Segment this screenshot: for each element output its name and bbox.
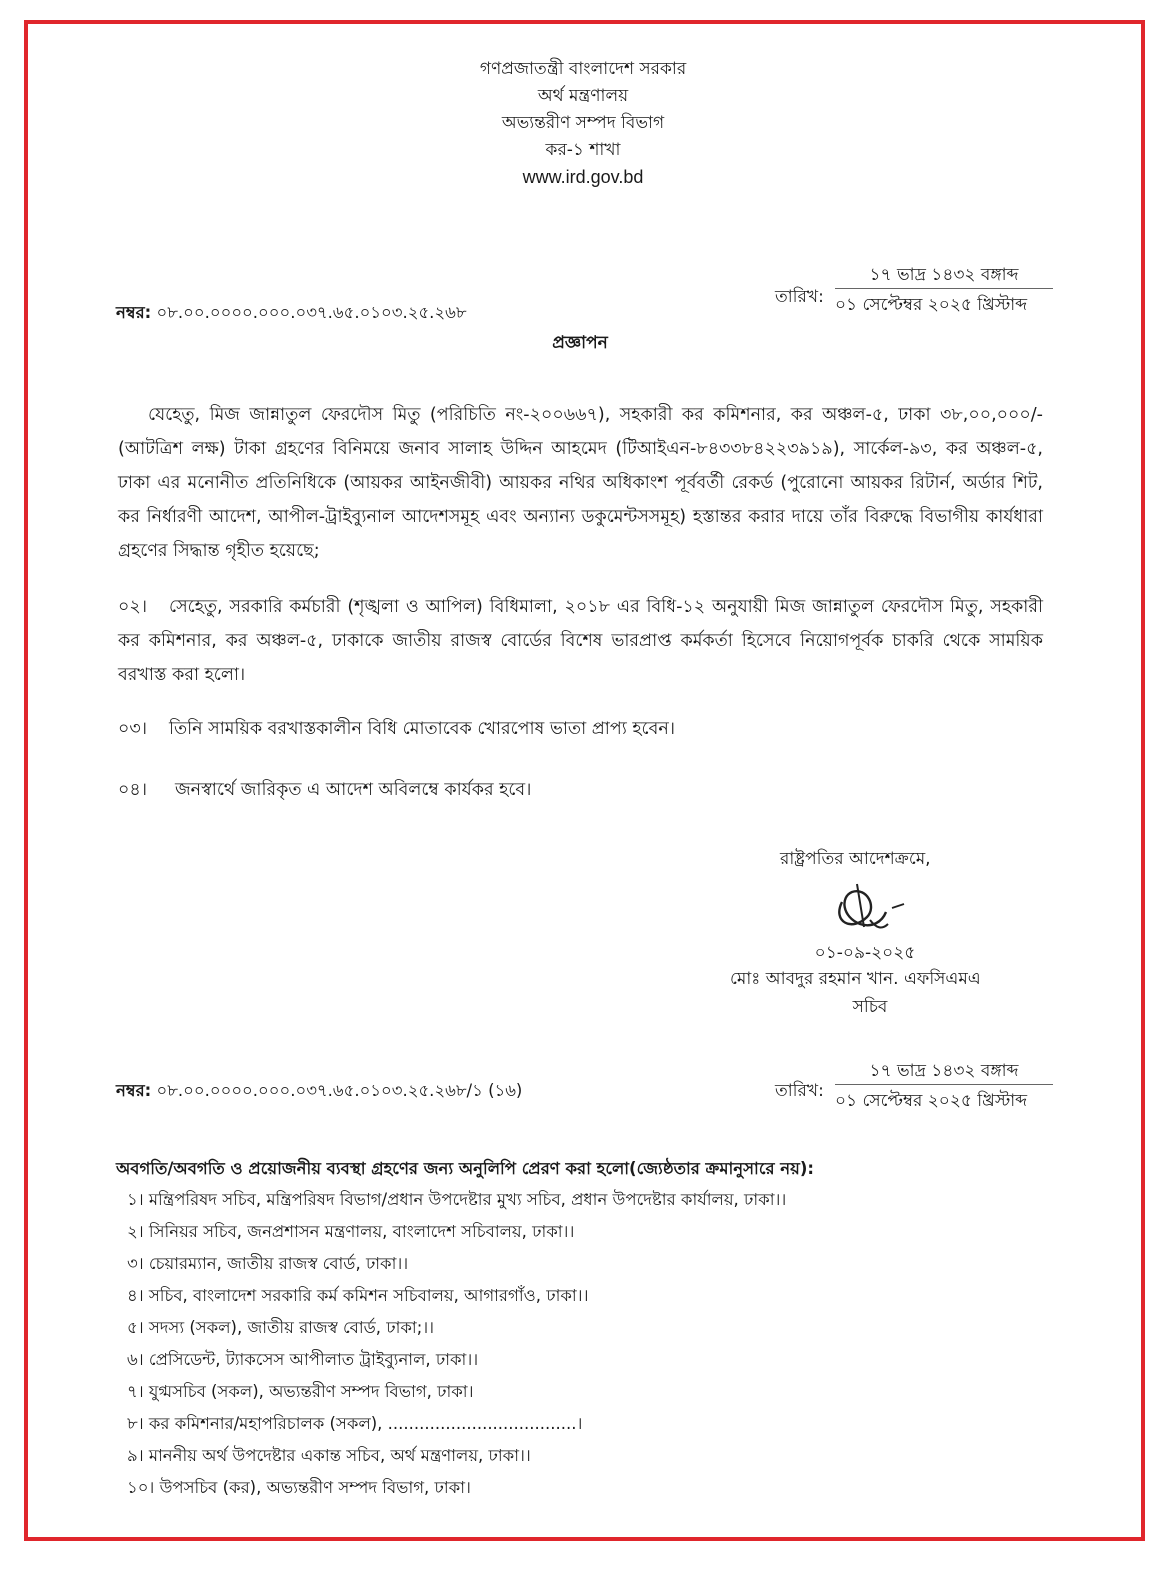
government-name: গণপ্রজাতন্ত্রী বাংলাদেশ সরকার xyxy=(479,59,687,79)
list-item: ৬। প্রেসিডেন্ট, ট্যাকসেস আপীলাত ট্রাইব্যুনাল, ঢাকা।। xyxy=(127,1350,479,1369)
list-item: ২। সিনিয়র সচিব, জনপ্রশাসন মন্ত্রণালয়, বাংলাদেশ সচিবালয়, ঢাকা।। xyxy=(127,1222,575,1241)
website-link[interactable]: www.ird.gov.bd xyxy=(522,167,644,187)
date-block xyxy=(835,262,1053,319)
list-item: ১। মন্ত্রিপরিষদ সচিব, মন্ত্রিপরিষদ বিভাগ/প্রধান উপদেষ্টার মুখ্য সচিব, প্রধান উপদেষ্টার কার্যালয়, ঢাকা।। xyxy=(127,1190,787,1209)
paragraph-3-text: তিনি সাময়িক বরখাস্তকালীন বিধি মোতাবেক খোরপোষ ভাতা প্রাপ্য হবেন। xyxy=(169,719,676,739)
list-item: ৯। মাননীয় অর্থ উপদেষ্টার একান্ত সচিব, অর্থ মন্ত্রণালয়, ঢাকা।। xyxy=(127,1446,531,1465)
copy-date-bangla: ১৭ ভাদ্র ১৪৩২ বঙ্গাব্দ xyxy=(869,1061,1019,1081)
paragraph-2-text: সেহেতু, সরকারি কর্মচারী (শৃঙ্খলা ও আপিল) বিধিমালা, ২০১৮ এর বিধি-১২ অনুযায়ী মিজ জান্নাতুল ফেরদৌস মিতু, সহকারী কর কমিশনার, কর অঞ্চল-৫, ঢাকাকে জাতীয় রাজস্ব বোর্ডের বিশেষ ভারপ্রাপ্ত কর্মকর্তা হিসেবে নিয়োগপূর্বক চাকরি থেকে সাময়িক বরখাস্ত করা হলো। xyxy=(118,597,1043,685)
letterhead xyxy=(383,56,783,191)
copy-date-gregorian: ০১ সেপ্টেম্বর ২০২৫ খ্রিস্টাব্দ xyxy=(835,1084,1053,1115)
list-item: ৫। সদস্য (সকল), জাতীয় রাজস্ব বোর্ড, ঢাকা;।। xyxy=(127,1318,435,1337)
copy-reference-number xyxy=(116,1078,522,1105)
reference-number xyxy=(116,300,467,327)
branch-name: কর-১ শাখা xyxy=(545,140,621,160)
list-item: ৩। চেয়ারম্যান, জাতীয় রাজস্ব বোর্ড, ঢাকা।। xyxy=(127,1254,409,1273)
reference-value: ০৮.০০.০০০০.০০০.০৩৭.৬৫.০১০৩.২৫.২৬৮ xyxy=(151,303,467,322)
document-title: প্রজ্ঞাপন xyxy=(552,333,608,353)
ministry-name: অর্থ মন্ত্রণালয় xyxy=(537,86,629,106)
signatory-designation: সচিব xyxy=(852,997,888,1017)
list-item: ৭। যুগ্মসচিব (সকল), অভ্যন্তরীণ সম্পদ বিভাগ, ঢাকা। xyxy=(127,1382,474,1401)
date-bangla: ১৭ ভাদ্র ১৪৩২ বঙ্গাব্দ xyxy=(869,265,1019,285)
signature-date: ০১-০৯-২০২৫ xyxy=(814,943,916,963)
copy-reference-value: ০৮.০০.০০০০.০০০.০৩৭.৬৫.০১০৩.২৫.২৬৮/১ (১৬) xyxy=(151,1081,523,1100)
reference-label: নম্বর: xyxy=(116,303,152,322)
presidential-order-line: রাষ্ট্রপতির আদেশক্রমে, xyxy=(780,849,931,869)
list-item: ৮। কর কমিশনার/মহাপরিচালক (সকল), ....................................। xyxy=(127,1414,583,1433)
paragraph-2-number: ০২। xyxy=(118,597,148,617)
paragraph-4-text: জনস্বার্থে জারিকৃত এ আদেশ অবিলম্বে কার্যকর হবে। xyxy=(175,780,532,800)
signatory-name: মোঃ আবদুর রহমান খান. এফসিএমএ xyxy=(730,969,981,989)
copy-date-block xyxy=(835,1058,1053,1115)
paragraph-4-number: ০৪। xyxy=(118,780,147,800)
paragraph-1: যেহেতু, মিজ জান্নাতুল ফেরদৌস মিতু (পরিচিতি নং-২০০৬৬৭), সহকারী কর কমিশনার, কর অঞ্চল-৫, ঢাকা ৩৮,০০,০০০/- (আটত্রিশ লক্ষ) টাকা গ্রহণের বিনিময়ে জনাব সালাহ উদ্দিন আহমেদ (টিআইএন-৮৪৩৩৮৪২২৩৯১৯), সার্কেল-৯৩, কর অঞ্চল-৫, ঢাকা এর মনোনীত প্রতিনিধিকে (আয়কর আইনজীবী) আয়কর নথির অধিকাংশ পূর্ববর্তী রেকর্ড (পুরোনো আয়কর রিটার্ন, অর্ডার শিট, কর নির্ধারণী আদেশ, আপীল-ট্রাইব্যুনাল আদেশসমূহ এবং অন্যান্য ডকুমেন্টসসমূহ) হস্তান্তর করার দায়ে তাঁর বিরুদ্ধে বিভাগীয় কার্যধারা গ্রহণের সিদ্ধান্ত গৃহীত হয়েছে; xyxy=(118,405,1043,561)
paragraph-2 xyxy=(118,590,1043,692)
distribution-heading: অবগতি/অবগতি ও প্রয়োজনীয় ব্যবস্থা গ্রহণের জন্য অনুলিপি প্রেরণ করা হলো(জ্যেষ্ঠতার ক্রমানুসারে নয়): xyxy=(116,1159,814,1178)
list-item: ১০। উপসচিব (কর), অভ্যন্তরীণ সম্পদ বিভাগ, ঢাকা। xyxy=(127,1478,471,1497)
copy-reference-label: নম্বর: xyxy=(116,1081,152,1100)
signature-image xyxy=(812,872,922,942)
list-item: ৪। সচিব, বাংলাদেশ সরকারি কর্ম কমিশন সচিবালয়, আগারগাঁও, ঢাকা।। xyxy=(127,1286,589,1305)
copy-date-label: তারিখ: xyxy=(775,1081,824,1101)
paragraph-3 xyxy=(118,712,1043,746)
date-label: তারিখ: xyxy=(775,287,824,307)
date-gregorian: ০১ সেপ্টেম্বর ২০২৫ খ্রিস্টাব্দ xyxy=(835,288,1053,319)
division-name: অভ্যন্তরীণ সম্পদ বিভাগ xyxy=(501,113,665,133)
paragraph-4 xyxy=(118,773,1043,807)
distribution-list xyxy=(127,1184,1027,1504)
paragraph-3-number: ০৩। xyxy=(118,719,148,739)
